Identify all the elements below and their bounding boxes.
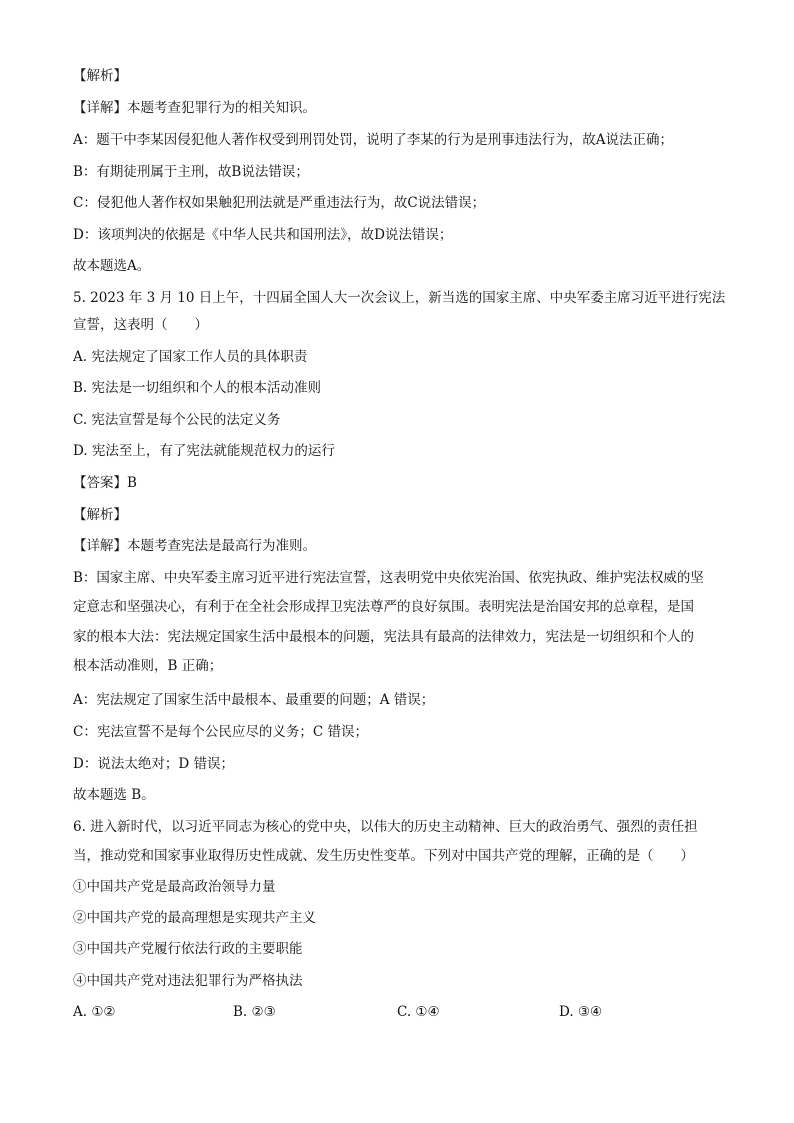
q5-option-a: A. 宪法规定了国家工作人员的具体职责 bbox=[73, 349, 308, 365]
q6-options-row bbox=[73, 1003, 733, 1021]
q5-option-c: C. 宪法宣誓是每个公民的法定义务 bbox=[73, 412, 281, 428]
q5-option-b: B. 宪法是一切组织和个人的根本活动准则 bbox=[73, 380, 322, 396]
q6-stem-line-2: 当，推动党和国家事业取得历史性成就、发生历史性变革。下列对中国共产党的理解，正确的是（ ） bbox=[73, 848, 694, 864]
q5-conclusion: 故本题选 B。 bbox=[73, 787, 155, 803]
analysis-label: 【解析】 bbox=[73, 68, 127, 84]
q5-analysis-b-line-4: 根本活动准则，B 正确； bbox=[73, 658, 223, 674]
q6-statement-1: ①中国共产党是最高政治领导力量 bbox=[73, 879, 276, 895]
q5-analysis-point-c: C：宪法宣誓不是每个公民应尽的义务；C 错误； bbox=[73, 724, 368, 740]
q5-answer: 【答案】B bbox=[73, 475, 137, 491]
q6-stem-line-1: 6. 进入新时代，以习近平同志为核心的党中央，以伟大的历史主动精神、巨大的政治勇气、强烈的责任担 bbox=[73, 819, 698, 835]
q6-statement-4: ④中国共产党对违法犯罪行为严格执法 bbox=[73, 973, 303, 989]
q5-analysis-label: 【解析】 bbox=[73, 507, 127, 523]
q6-option-b: B. ②③ bbox=[233, 1004, 276, 1020]
q5-analysis-b-line-2: 定意志和坚强决心，有利于在全社会形成捍卫宪法尊严的良好氛围。表明宪法是治国安邦的总章程，是国 bbox=[73, 599, 694, 615]
analysis-point-c: C：侵犯他人著作权如果触犯刑法就是严重违法行为，故C说法错误； bbox=[73, 195, 486, 211]
analysis-point-a: A：题干中李某因侵犯他人著作权受到刑罚处罚，说明了李某的行为是刑事违法行为，故A说法正确； bbox=[73, 132, 673, 148]
q5-detail-line: 【详解】本题考查宪法是最高行为准则。 bbox=[73, 538, 316, 554]
q5-option-d: D. 宪法至上，有了宪法就能规范权力的运行 bbox=[73, 443, 335, 459]
q5-analysis-b-line-3: 家的根本大法：宪法规定国家生活中最根本的问题，宪法具有最高的法律效力，宪法是一切组织和个人的 bbox=[73, 629, 694, 645]
q5-stem-line-2: 宣誓，这表明（ ） bbox=[73, 317, 208, 333]
q5-stem-line-1: 5. 2023 年 3 月 10 日上午，十四届全国人大一次会议上，新当选的国家主席、中央军委主席习近平进行宪法 bbox=[73, 290, 726, 306]
analysis-point-d: D：该项判决的依据是《中华人民共和国刑法》，故D说法错误； bbox=[73, 227, 453, 243]
q5-analysis-b-line-1: B：国家主席、中央军委主席习近平进行宪法宣誓，这表明党中央依宪治国、依宪执政、维护宪法权威的坚 bbox=[73, 570, 704, 586]
q6-option-a: A. ①② bbox=[73, 1004, 116, 1020]
analysis-point-b: B：有期徒刑属于主刑，故B说法错误； bbox=[73, 164, 309, 180]
q6-statement-3: ③中国共产党履行依法行政的主要职能 bbox=[73, 941, 303, 957]
q5-analysis-point-a: A：宪法规定了国家生活中最根本、最重要的问题；A 错误； bbox=[73, 692, 435, 708]
q6-option-c: C. ①④ bbox=[397, 1004, 440, 1020]
q6-statement-2: ②中国共产党的最高理想是实现共产主义 bbox=[73, 910, 316, 926]
q6-option-d: D. ③④ bbox=[559, 1004, 603, 1020]
detail-line: 【详解】本题考查犯罪行为的相关知识。 bbox=[73, 100, 316, 116]
q5-analysis-point-d: D：说法太绝对；D 错误； bbox=[73, 756, 234, 772]
conclusion-line: 故本题选A。 bbox=[73, 258, 151, 274]
